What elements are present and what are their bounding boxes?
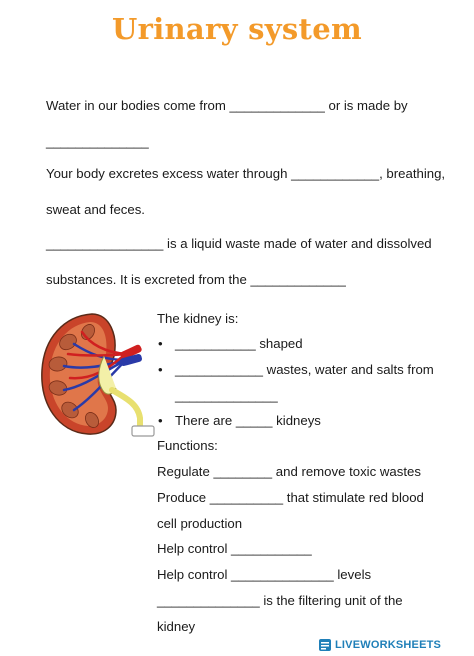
function-line-4: Help control ___________ xyxy=(157,541,312,556)
question-line-1: Water in our bodies come from _____________ or is made by xyxy=(46,98,408,113)
worksheet-title: Urinary system xyxy=(112,12,362,46)
kidney-is-heading: The kidney is: xyxy=(157,311,239,326)
question-line-4: sweat and feces. xyxy=(46,202,145,217)
bullet-2: • xyxy=(158,362,163,377)
kidney-fact-shape: ___________ shaped xyxy=(175,336,303,351)
liveworksheets-logo-icon xyxy=(318,638,332,652)
function-line-2: Produce __________ that stimulate red blood xyxy=(157,490,424,505)
function-line-3: cell production xyxy=(157,516,243,531)
kidney-fact-wastes: ____________ wastes, water and salts from xyxy=(175,362,434,377)
question-line-3: Your body excretes excess water through ____________, breathing, xyxy=(46,166,446,181)
function-line-6: ______________ is the filtering unit of the xyxy=(157,593,403,608)
footer-brand-text: LIVEWORKSHEETS xyxy=(335,639,442,651)
kidney-illustration xyxy=(34,308,164,440)
question-line-2: ______________ xyxy=(46,134,149,149)
kidney-fact-wastes-continued: ______________ xyxy=(175,388,278,403)
bullet-3: • xyxy=(158,413,163,428)
function-line-7: kidney xyxy=(157,619,196,634)
functions-heading: Functions: xyxy=(157,438,218,453)
question-line-6: substances. It is excreted from the _____________ xyxy=(46,272,346,287)
question-line-5: ________________ is a liquid waste made of water and dissolved xyxy=(46,236,432,251)
liveworksheets-logo xyxy=(318,636,468,654)
function-line-5: Help control ______________ levels xyxy=(157,567,372,582)
kidney-fact-count: There are _____ kidneys xyxy=(175,413,321,428)
bullet-1: • xyxy=(158,336,163,351)
function-line-1: Regulate ________ and remove toxic wastes xyxy=(157,464,421,479)
